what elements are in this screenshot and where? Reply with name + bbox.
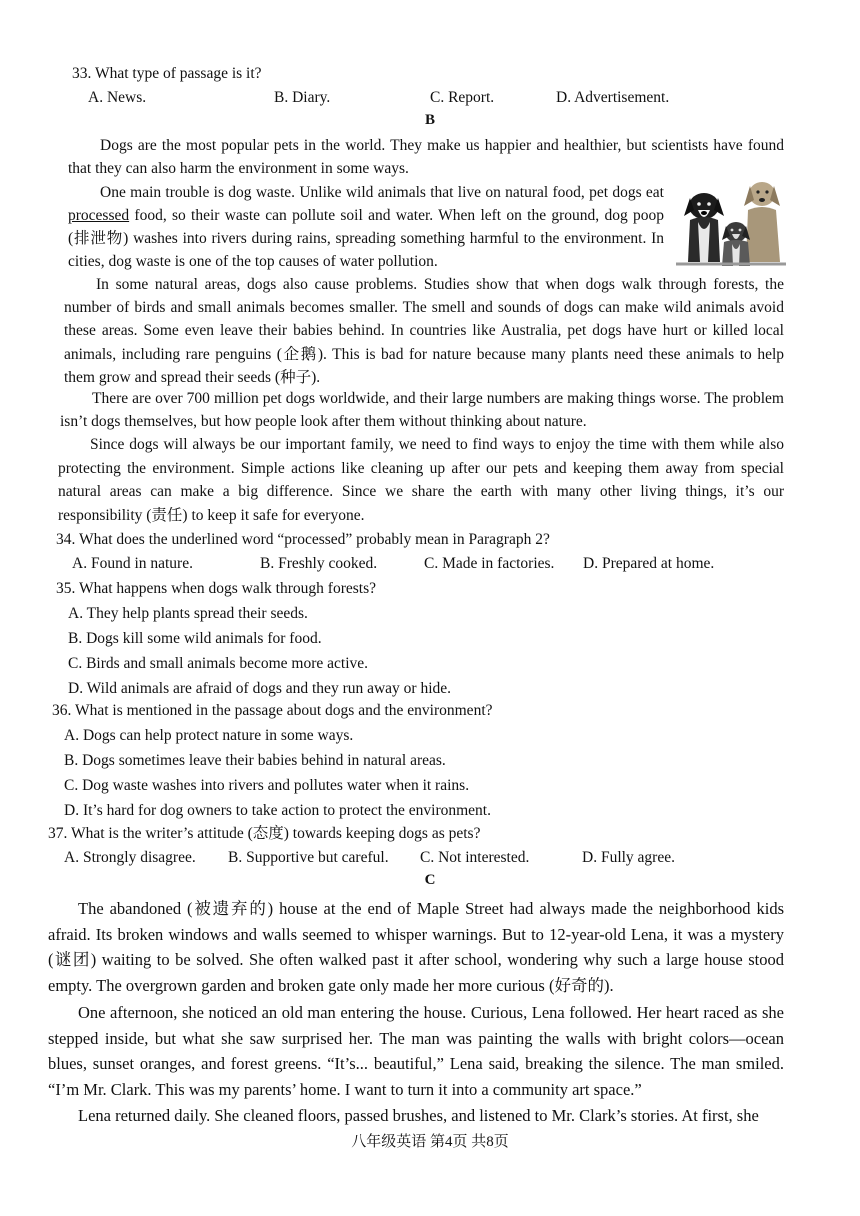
- option-b: B. Dogs kill some wild animals for food.: [68, 630, 322, 647]
- option-c: C. Dog waste washes into rivers and pollutes water when it rains.: [64, 777, 470, 794]
- paragraph-2-text-end: food, so their waste can pollute soil and water. When left on the ground, dog poop (排泄物) washes into rivers during rains, spreading something harmful to the environment. In cities, dog waste is one of the top causes of water pollution.: [68, 207, 664, 270]
- option-d: D. Fully agree.: [582, 849, 675, 866]
- passage-c-paragraph-1: The abandoned (被遗弃的) house at the end of Maple Street had always made the neighborhood kids afraid. Its broken windows and walls seemed to whisper warnings. But to 12-year-old Lena, it was a mystery (谜团) waiting to be solved. She often walked past it after school, wondering why such a large house stood empty. The overgrown garden and broken gate only made her more curious (好奇的).: [48, 899, 784, 995]
- page-footer: 八年级英语 第4页 共8页: [351, 1134, 509, 1150]
- question-34-text: 34. What does the underlined word “processed” probably mean in Paragraph 2?: [56, 531, 550, 548]
- question-37-text: 37. What is the writer’s attitude (态度) towards keeping dogs as pets?: [48, 825, 481, 842]
- option-a: A. News.: [88, 89, 147, 106]
- passage-c-paragraph-3: Lena returned daily. She cleaned floors, passed brushes, and listened to Mr. Clark’s stories. At first, she: [78, 1106, 759, 1125]
- option-b: B. Diary.: [274, 89, 331, 106]
- option-c: C. Not interested.: [420, 849, 530, 866]
- question-36-options: [64, 723, 860, 823]
- question-33-text: 33. What type of passage is it?: [72, 65, 262, 82]
- option-d: D. Advertisement.: [556, 89, 670, 106]
- question-36-text: 36. What is mentioned in the passage about dogs and the environment?: [52, 702, 493, 719]
- passage-c-paragraph-2: One afternoon, she noticed an old man entering the house. Curious, Lena followed. Her heart raced as she stepped inside, but what she saw surprised her. The man was painting the walls with bright colors—ocean blues, sunset oranges, and forest greens. “It’s... beautiful,” Lena said, breaking the silence. The man smiled. “I’m Mr. Clark. This was my parents’ home. I want to turn it into a community art space.”: [48, 1003, 784, 1099]
- option-b: B. Supportive but careful.: [228, 849, 389, 866]
- passage-b-paragraph-3: In some natural areas, dogs also cause problems. Studies show that when dogs walk through forests, the number of birds and small animals becomes smaller. The smell and sounds of dogs can make wild animals avoid these areas. Some even leave their babies behind. In countries like Australia, pet dogs have hurt or killed local animals, including rare penguins (企鹅). This is bad for nature because many plants need these animals to help them grow and spread their seeds (种子).: [64, 276, 784, 386]
- option-a: A. Strongly disagree.: [64, 849, 196, 866]
- option-a: A. Dogs can help protect nature in some ways.: [64, 727, 354, 744]
- question-36: [52, 699, 860, 823]
- passage-b-paragraph-2: [68, 181, 664, 273]
- underlined-word-processed: processed: [68, 207, 130, 224]
- question-33: [72, 62, 860, 110]
- option-a: A. Found in nature.: [72, 555, 193, 572]
- passage-b-label: B: [424, 112, 435, 128]
- passage-b-paragraph-4: There are over 700 million pet dogs worldwide, and their large numbers are making things worse. The problem isn’t dogs themselves, but how people look after them without thinking about nature.: [60, 390, 784, 430]
- option-d: D. It’s hard for dog owners to take action to protect the environment.: [64, 802, 491, 819]
- passage-b-paragraph-5: Since dogs will always be our important family, we need to find ways to enjoy the time with them while also protecting the environment. Simple actions like cleaning up after our pets and keeping them away from special natural areas can make a big difference. Since we share the earth with many other living things, it’s our responsibility (责任) to keep it safe for everyone.: [58, 436, 784, 524]
- option-a: A. They help plants spread their seeds.: [68, 605, 308, 622]
- option-d: D. Wild animals are afraid of dogs and they run away or hide.: [68, 680, 452, 697]
- question-34: [56, 528, 860, 576]
- question-33-options: [88, 86, 860, 110]
- passage-b-paragraph-1: Dogs are the most popular pets in the world. They make us happier and healthier, but scientists have found that they can also harm the environment in some ways.: [68, 137, 784, 177]
- option-b: B. Dogs sometimes leave their babies behind in natural areas.: [64, 752, 446, 769]
- option-c: C. Made in factories.: [424, 555, 555, 572]
- option-c: C. Birds and small animals become more active.: [68, 655, 369, 672]
- dog-right: [744, 182, 780, 262]
- option-c: C. Report.: [430, 89, 495, 106]
- passage-c-label: C: [424, 872, 436, 888]
- question-35-options: [68, 601, 860, 701]
- question-34-options: [72, 552, 860, 576]
- question-37-options: [64, 846, 860, 870]
- dog-middle: [722, 222, 750, 266]
- paragraph-2-text-start: One main trouble is dog waste. Unlike wild animals that live on natural food, pet dogs eat: [100, 184, 664, 201]
- dogs-photo: [676, 176, 786, 268]
- dog-left: [684, 193, 724, 262]
- question-37: [48, 822, 860, 870]
- question-35-text: 35. What happens when dogs walk through forests?: [56, 580, 376, 597]
- option-b: B. Freshly cooked.: [260, 555, 378, 572]
- option-d: D. Prepared at home.: [583, 555, 715, 572]
- question-35: [56, 577, 860, 701]
